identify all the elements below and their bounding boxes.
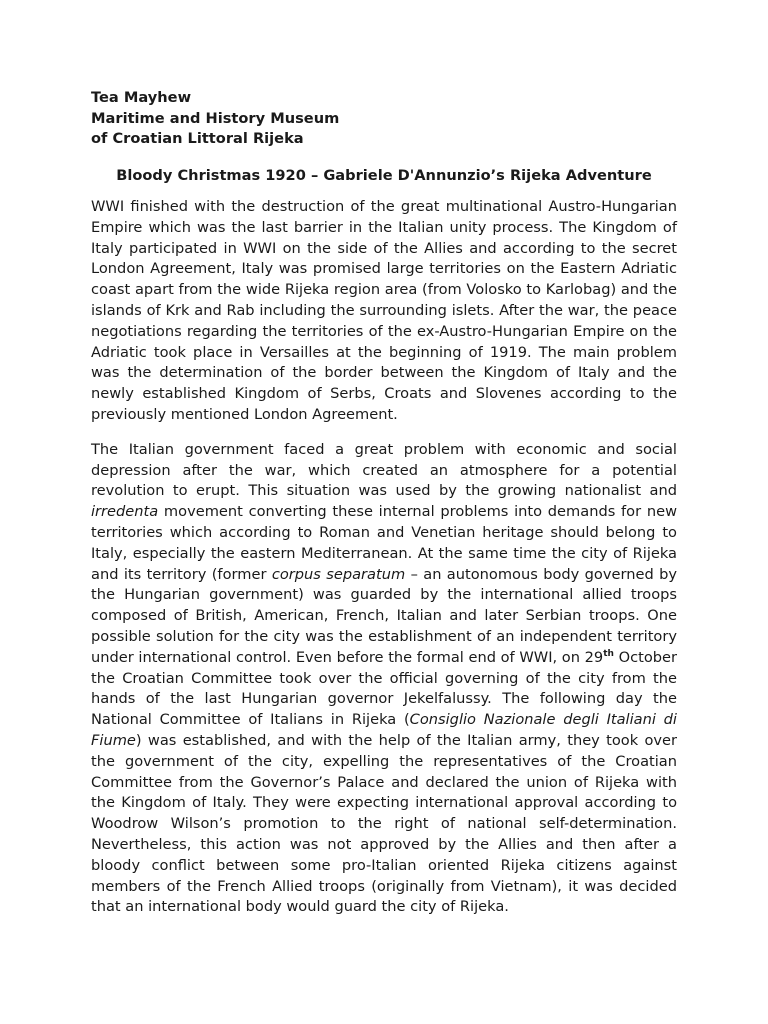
italic-corpus-separatum: corpus separatum <box>271 565 406 583</box>
document-page <box>91 88 677 932</box>
paragraph-2 <box>91 440 677 918</box>
italic-irredenta: irredenta <box>91 503 159 521</box>
italic-consiglio: Consiglio Nazionale degli Italiani di Fiume <box>91 711 677 749</box>
author-name: Tea Mayhew <box>91 89 192 106</box>
institution-line-2: of Croatian Littoral Rijeka <box>91 130 304 147</box>
author-block <box>91 88 677 150</box>
superscript-th: th <box>603 648 614 659</box>
paragraph-2-text-1: The Italian government faced a great problem with economic and social depression after the war, which created an atmosphere for a potential revolution to erupt. This situation was used by the growing nationalist and <box>91 440 677 500</box>
paragraph-1: WWI finished with the destruction of the great multinational Austro-Hungarian Empire which was the last barrier in the Italian unity process. The Kingdom of Italy participated in WWI on the side of the Allies and according to the secret London Agreement, Italy was promised large territories on the Eastern Adriatic coast apart from the wide Rijeka region area (from Volosko to Karlobag) and the islands of Krk and Rab including the surrounding islets. After the war, the peace negotiations regarding the territories of the ex-Austro-Hungarian Empire on the Adriatic took place in Versailles at the beginning of 1919. The main problem was the determination of the border between the Kingdom of Italy and the newly established Kingdom of Serbs, Croats and Slovenes according to the previously mentioned London Agreement. <box>91 198 677 423</box>
paragraph-2-text-3: – an autonomous body governed by the Hungarian government) was guarded by the international allied troops composed of British, American, French, Italian and later Serbian troops. One possible solution for the city was the establishment of an independent territory under international control. Even before the formal end of WWI, on 29 <box>91 565 677 666</box>
paragraph-2-text-2: movement converting these internal problems into demands for new territories which according to Roman and Venetian heritage should belong to Italy, especially the eastern Mediterranean. At the same time the city of Rijeka and its territory (former <box>91 503 677 583</box>
document-title: Bloody Christmas 1920 – Gabriele D'Annunzio’s Rijeka Adventure <box>116 166 652 184</box>
paragraph-2-text-4: October the Croatian Committee took over the official governing of the city from the hands of the last Hungarian governor Jekelfalussy. The following day the National Committee of Italians in Rijeka ( <box>91 648 677 729</box>
institution-line-1: Maritime and History Museum <box>91 109 340 127</box>
paragraph-2-text-5: ) was established, and with the help of the Italian army, they took over the government of the city, expelling the representatives of the Croatian Committee from the Governor’s Palace and declared the union of Rijeka with the Kingdom of Italy. They were expecting international approval according to Woodrow Wilson’s promotion to the right of national self-determination. Nevertheless, this action was not approved by the Allies and then after a bloody conflict between some pro-Italian oriented Rijeka citizens against members of the French Allied troops (originally from Vietnam), it was decided that an international body would guard the city of Rijeka. <box>91 731 677 916</box>
